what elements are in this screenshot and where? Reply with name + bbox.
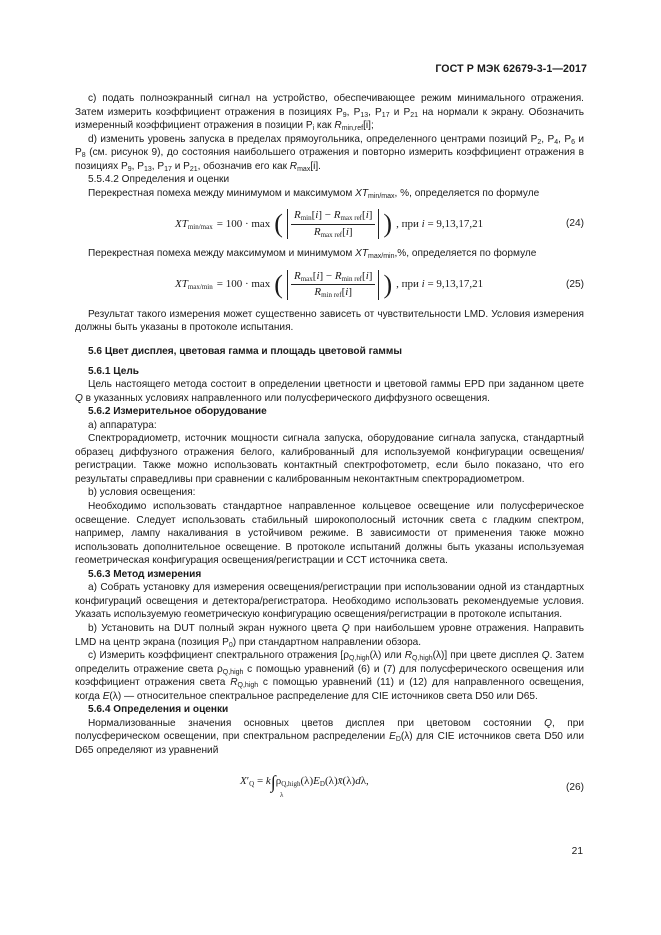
paragraph-illumination-conditions: b) условия освещения: — [88, 487, 196, 499]
section-5-6-2: 5.6.2 Измерительное оборудование — [88, 406, 267, 418]
section-5-5-4-2: 5.5.4.2 Определения и оценки — [88, 174, 230, 186]
formula-26-label: (26) — [566, 782, 584, 794]
paragraph-apparatus: а) аппаратура: — [88, 419, 157, 431]
formula-25: $XT_{max/min}$ = 100 · max ( $\frac{R_{max}[i] - R_{min ref}[i]}{R_{min ref}[i]}$ ) , при i = 9,13,17,21 (25) — [175, 269, 584, 300]
paragraph-crosstalk-max-min: Перекрестная помеха между максимумом и минимумом $XT_{max/min},\%$, определяется по формуле — [88, 248, 537, 261]
paragraph-spectroradiometer: Спектрорадиометр, источник мощности сигнала запуска, оборудование сигнала запуска, стандартный образец диффузного отражения белого, калиброванный для используемой конфигурации освещения/регистрации. Также можно использовать контактный спектрофотометр, если было показано, что его результаты справедливы при сравнении с калиброванным неконтактным спектрорадиометром. — [75, 433, 584, 485]
formula-26: $X'_Q$ = $k\int\rho_{Q,high}(\lambda)E_D(\lambda)x̄(\lambda)d\lambda$, λ (26) — [240, 772, 584, 800]
section-5-6-4: 5.6.4 Определения и оценки — [88, 704, 229, 716]
paragraph-spectral-reflection: c) Измерить коэффициент спектрального отражения [$\rho_{Q,high}(\lambda)$ или $R_{Q,high}(\lambda)$] при цвете дисплея Q. Затем определить отражение света $\rho_{Q,high}$ с помощью уравнений (6) и (7) для полусферического освещения или коэффициент отражения света $R_{Q,high}$ с помощью уравнений (11) и (12) для направленного освещения, когда E(λ) — относительное спектральное распределение для CIE источников света D50 или D65. — [75, 650, 585, 702]
paragraph-lmd-sensitivity: Результат такого измерения может существенно зависеть от чувствительности LMD. Условия измерения должны быть указаны в протоколе испытания. — [75, 308, 584, 334]
document-body — [75, 92, 584, 805]
paragraph-setup: а) Собрать установку для измерения освещения/регистрации при использовании одной из стандартных конфигураций освещения и детектора/регистратора. Необходимо использовать рекомендуемые условия. Указать используемую геометрическую конфигурацию освещения/регистрации в протоколе испытания. — [75, 582, 584, 621]
paragraph-illumination-details: Необходимо использовать стандартное направленное кольцевое освещение или полусферическое освещение. Следует использовать стабильный широкополосный источник света с гладким спектром, например, лампу накаливания в устойчивом режиме. В зависимости от применения также можно использовать дополнительное освещение. В протоколе испытаний должны быть указаны используемая геометрическая конфигурация освещения/регистрации и CCT источника света. — [75, 501, 584, 567]
section-5-6-3: 5.6.3 Метод измерения — [88, 568, 202, 580]
formula-25-label: (25) — [566, 278, 584, 290]
section-5-6-1: 5.6.1 Цель — [88, 365, 139, 377]
formula-24: $XT_{min/max}$ = 100 · max ( $\frac{R_{min}[i] - R_{max ref}[i]}{R_{max ref}[i]}$ ) , при i = 9,13,17,21 (24) — [175, 209, 584, 239]
page-number: 21 — [571, 846, 583, 857]
paragraph-normalized-values: Нормализованные значения основных цветов дисплея при цветовом состоянии Q, при полусферическом освещении, при спектральном распределении $E_D(\lambda)$ для CIE источников света D50 или D65 определяют из уравнений — [75, 717, 585, 756]
formula-24-label: (24) — [566, 218, 584, 230]
paragraph-d-max-reflection: d) изменить уровень запуска в пределах прямоугольника, определенного центрами позиций $P_2$, $P_4$, $P_6$ и $P_8$ (см. рисунок 9), до состояния наибольшего отражения и повторно измерить коэффициент отражения в позициях $P_9$, $P_{13}$, $P_{17}$ и $P_{21}$, обозначив его как $R_{max}[i]$. — [75, 133, 585, 173]
paragraph-c-min-reflection: c) подать полноэкранный сигнал на устройство, обеспечивающее режим минимального отражения. Затем измерить коэффициент отражения в позициях $P_9$, $P_{13}$, $P_{17}$ и $P_{21}$ на нормали к экрану. Обозначить измеренный коэффициент отражения в позиции $P_i$ как $R_{min,ref}[i]$; — [75, 93, 584, 133]
section-5-6: 5.6 Цвет дисплея, цветовая гамма и площадь цветовой гаммы — [88, 346, 402, 358]
standard-header: ГОСТ Р МЭК 62679-3-1—2017 — [435, 63, 587, 75]
paragraph-goal: Цель настоящего метода состоит в определении цветности и цветовой гаммы EPD при заданном цвете Q в указанных условиях направленного или полусферического диффузного освещения. — [75, 379, 584, 404]
paragraph-dut-screen: b) Установить на DUT полный экран нужного цвета Q при наибольшем уровне отражения. Направить LMD на центр экрана (позиция $P_0$) при стандартном направлении обзора. — [75, 622, 584, 649]
paragraph-crosstalk-min-max: Перекрестная помеха между минимумом и максимумом $XT_{min/max}$, %, определяется по формуле — [88, 187, 540, 200]
